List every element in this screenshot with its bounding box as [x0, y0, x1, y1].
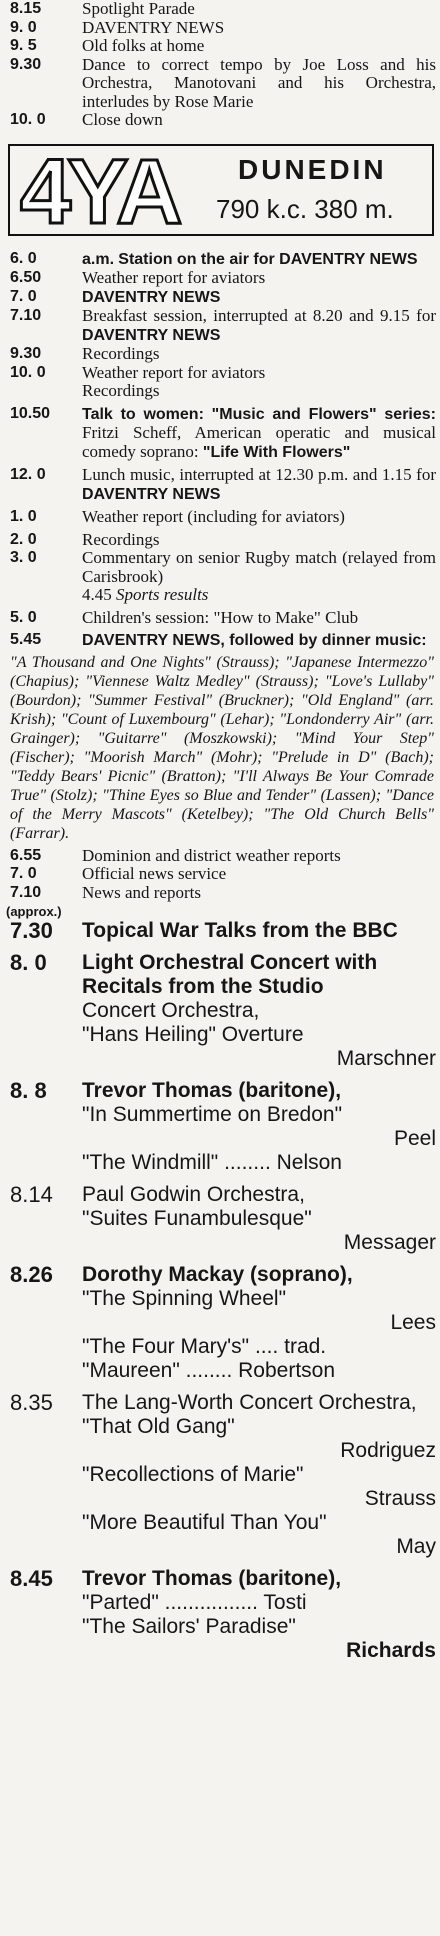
- entry-text: Children's session: "How to Make" Club: [82, 607, 359, 627]
- programme-item: [0, 1263, 440, 1383]
- schedule-entry: [0, 345, 440, 364]
- entry-bold-text: DAVENTRY NEWS: [82, 485, 221, 503]
- item-line: "In Summertime on Bredon": [82, 1103, 343, 1126]
- entry-ampm: a.m.: [82, 250, 115, 268]
- item-line: Concert Orchestra,: [82, 999, 260, 1022]
- approx-note: (approx.): [6, 904, 62, 919]
- entry-text-secondary: Recordings: [82, 381, 160, 400]
- programme-item: [0, 951, 440, 1071]
- entry-text: News and reports: [82, 882, 201, 902]
- entry-text: Dominion and district weather reports: [82, 845, 341, 865]
- previous-station-schedule: [0, 0, 440, 130]
- entry-time: 8.15: [10, 0, 42, 17]
- entry-text: Recordings: [82, 529, 160, 549]
- item-line: "The Spinning Wheel": [82, 1287, 287, 1310]
- schedule-entry: [0, 37, 440, 56]
- entry-text: Weather report (including for aviators): [82, 507, 345, 526]
- item-composer: Strauss: [364, 1487, 436, 1510]
- entry-text: Lunch music, interrupted at 12.30 p.m. and 1.15 for: [82, 465, 436, 484]
- entry-time: 10. 0: [10, 111, 46, 128]
- item-line: "The Sailors' Paradise": [82, 1615, 296, 1638]
- item-line: "That Old Gang": [82, 1415, 235, 1438]
- schedule-entry: [0, 847, 440, 866]
- item-time: 8.26: [10, 1262, 53, 1287]
- entry-note-time: 4.45: [82, 585, 112, 604]
- item-time: 7.30: [10, 918, 53, 943]
- entry-time: 9. 5: [10, 37, 37, 54]
- item-composer: Rodriguez: [340, 1439, 436, 1462]
- station-frequency: 790 k.c. 380 m.: [216, 193, 394, 224]
- schedule-entry: [0, 364, 440, 401]
- entry-time: 3. 0: [10, 549, 37, 566]
- item-line: "The Windmill" ........ Nelson: [82, 1151, 342, 1174]
- schedule-entry: [0, 405, 440, 463]
- item-time: 8. 0: [10, 950, 47, 975]
- programme-item: [0, 1079, 440, 1175]
- entry-time: 7. 0: [10, 865, 37, 882]
- item-title: Dorothy Mackay (soprano),: [82, 1263, 353, 1286]
- entry-time: 10. 0: [10, 363, 46, 381]
- schedule-entry: [0, 19, 440, 38]
- entry-text: Dance to correct tempo by Joe Loss and his Orchestra, Manotovani and his Orchestra, interludes by Rose Marie: [82, 54, 436, 111]
- item-line: "Hans Heiling" Overture: [82, 1023, 304, 1046]
- entry-time: 6.55: [10, 846, 42, 864]
- entry-note-text: Sports results: [116, 585, 209, 604]
- entry-text: Fritzi Scheff, American operatic and musical comedy soprano:: [82, 423, 436, 461]
- entry-bold-text: DAVENTRY NEWS: [82, 326, 221, 344]
- entry-time: 7.10: [10, 307, 42, 324]
- station-city: DUNEDIN: [238, 153, 387, 185]
- schedule-entry: [0, 307, 440, 345]
- schedule-entry: [0, 631, 440, 651]
- item-line: "Maureen" ........ Robertson: [82, 1359, 336, 1382]
- schedule-entry: [0, 531, 440, 550]
- entry-bold-text: Talk to women: "Music and Flowers" series:: [82, 405, 436, 423]
- entry-text: Weather report for aviators: [82, 268, 266, 287]
- day-schedule: [0, 250, 440, 920]
- item-time: 8. 8: [10, 1078, 47, 1103]
- item-line: Paul Godwin Orchestra,: [82, 1183, 305, 1206]
- programme-item: [0, 1567, 440, 1663]
- schedule-entry: [0, 609, 440, 628]
- item-title: Topical War Talks from the BBC: [82, 919, 398, 942]
- entry-bold-text: Station on the air for DAVENTRY NEWS: [118, 250, 418, 268]
- entry-time: 6.50: [10, 269, 42, 286]
- item-title: Light Orchestral Concert with Recitals from the Studio: [82, 951, 378, 998]
- schedule-entry: [0, 0, 440, 19]
- programme-item: [0, 1183, 440, 1255]
- entry-bold-text: DAVENTRY NEWS: [82, 288, 221, 306]
- entry-time: 9.30: [10, 55, 42, 73]
- item-composer: Peel: [393, 1127, 436, 1150]
- dinner-music-list: "A Thousand and One Nights" (Strauss); "Japanese Intermezzo" (Chapius); "Viennese Waltz Medley" (Strauss); "Love's Lullaby" (Bourdon); "Summer Festival" (Bruckner); "Old England" (arr. Krish); "Count of Luxembourg" (Lehar); "Londonderry Air" (arr. Grainger); "Guitarre" (Moszkowski); "Mind Your Step" (Fischer); "Moorish March" (Mohr); "Prelude in D" (Bach); "Teddy Bears' Picnic" (Bratton); "I'll Always Be Your Comrade True" (Stolz); "Thine Eyes so Blue and Tender" (Lassen); "Dance of the Merry Mascots" (Ketelbey); "The Old Church Bells" (Farrar).: [10, 653, 434, 842]
- item-composer: Lees: [390, 1311, 436, 1334]
- programme-item: [0, 919, 440, 943]
- item-line: "The Four Mary's" .... trad.: [82, 1335, 327, 1358]
- schedule-entry: [0, 884, 440, 903]
- item-time: 8.35: [10, 1390, 53, 1415]
- schedule-entry: [0, 549, 440, 605]
- evening-programme: [0, 919, 440, 1663]
- schedule-entry: [0, 466, 440, 504]
- entry-text: Official news service: [82, 864, 227, 883]
- item-line: "Parted" ................ Tosti: [82, 1591, 307, 1614]
- item-line: The Lang-Worth Concert Orchestra,: [82, 1391, 417, 1414]
- item-title: Trevor Thomas (baritone),: [82, 1079, 342, 1102]
- schedule-entry: [0, 269, 440, 288]
- entry-bold-text: DAVENTRY NEWS, followed by dinner music:: [82, 632, 427, 649]
- entry-bold-text-2: "Life With Flowers": [202, 443, 351, 461]
- entry-text: Old folks at home: [82, 36, 205, 55]
- item-line: "More Beautiful Than You": [82, 1511, 327, 1534]
- entry-time: 7.10: [10, 883, 42, 901]
- station-header-box: [8, 140, 434, 243]
- station-logo: 4YA: [20, 140, 179, 243]
- entry-time: 6. 0: [10, 249, 37, 267]
- entry-time: 1. 0: [10, 508, 37, 525]
- schedule-entry: [0, 56, 440, 112]
- schedule-entry: [0, 250, 440, 270]
- schedule-entry: [0, 865, 440, 884]
- schedule-entry: [0, 508, 440, 527]
- entry-text: Commentary on senior Rugby match (relayed from Carisbrook): [82, 548, 436, 586]
- entry-time: 7. 0: [10, 287, 37, 305]
- item-title: Trevor Thomas (baritone),: [82, 1567, 342, 1590]
- item-time: 8.45: [10, 1566, 53, 1591]
- entry-text: Recordings: [82, 344, 160, 363]
- entry-time: 9. 0: [10, 18, 37, 36]
- entry-text: Spotlight Parade: [82, 0, 195, 18]
- item-composer: Richards: [346, 1639, 436, 1662]
- schedule-entry: [0, 111, 440, 130]
- programme-item: [0, 1391, 440, 1559]
- entry-text: Breakfast session, interrupted at 8.20 and 9.15 for: [82, 306, 436, 325]
- entry-time: 2. 0: [10, 530, 37, 548]
- entry-text: Close down: [82, 110, 163, 129]
- item-composer: Marschner: [336, 1047, 436, 1070]
- entry-time: 5. 0: [10, 608, 37, 626]
- entry-time: 12. 0: [10, 466, 46, 483]
- item-time: 8.14: [10, 1182, 53, 1207]
- item-line: "Suites Funambulesque": [82, 1207, 312, 1230]
- item-line: "Recollections of Marie": [82, 1463, 304, 1486]
- item-composer: Messager: [343, 1231, 436, 1254]
- entry-time: 5.45: [10, 631, 42, 648]
- entry-time: 9.30: [10, 345, 42, 362]
- schedule-entry: [0, 288, 440, 308]
- entry-text: Weather report for aviators: [82, 362, 266, 382]
- entry-time: 10.50: [10, 404, 51, 422]
- entry-text: DAVENTRY NEWS: [82, 17, 225, 37]
- item-composer: May: [396, 1535, 436, 1558]
